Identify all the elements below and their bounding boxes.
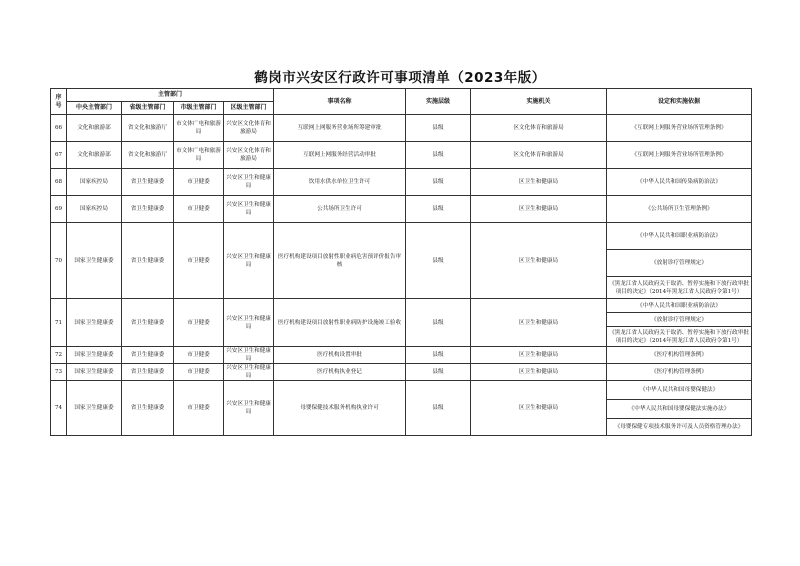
cell-seq: 74: [51, 381, 67, 436]
cell-seq: 73: [51, 364, 67, 381]
cell-basis: 《黑龙江省人民政府关于取消、暂停实施和下放行政审批项目的决定》（2014年黑龙江省人民政府令第1号）: [607, 327, 752, 347]
cell-agency: 区卫生和健康局: [471, 364, 607, 381]
cell-district: 兴安区文化体育和旅游局: [224, 142, 274, 169]
cell-provincial: 省卫生健康委: [122, 169, 174, 196]
cell-basis: 《放射诊疗管理规定》: [607, 250, 752, 277]
cell-level: 县级: [406, 115, 471, 142]
cell-basis: 《中华人民共和国职业病防治法》: [607, 223, 752, 250]
cell-provincial: 省卫生健康委: [122, 347, 174, 364]
cell-central: 国家卫生健康委: [67, 381, 122, 436]
table-row: [51, 381, 752, 400]
cell-city: 市卫健委: [174, 299, 224, 347]
cell-provincial: 省卫生健康委: [122, 381, 174, 436]
header-seq: 序号: [51, 89, 67, 115]
cell-item: 互联网上网服务营业场所筹建审批: [274, 115, 406, 142]
table-row: [51, 196, 752, 223]
table-row: [51, 115, 752, 142]
cell-provincial: 省卫生健康委: [122, 299, 174, 347]
cell-city: 市卫健委: [174, 347, 224, 364]
cell-agency: 区卫生和健康局: [471, 169, 607, 196]
cell-agency: 区文化体育和旅游局: [471, 142, 607, 169]
cell-basis: 《医疗机构管理条例》: [607, 347, 752, 364]
cell-district: 兴安区卫生和健康局: [224, 347, 274, 364]
cell-seq: 71: [51, 299, 67, 347]
cell-level: 县级: [406, 169, 471, 196]
cell-agency: 区卫生和健康局: [471, 299, 607, 347]
cell-provincial: 省卫生健康委: [122, 223, 174, 299]
cell-level: 县级: [406, 196, 471, 223]
cell-level: 县级: [406, 299, 471, 347]
cell-city: 市卫健委: [174, 196, 224, 223]
cell-item: 饮用水供水单位卫生许可: [274, 169, 406, 196]
header-basis: 设定和实施依据: [607, 89, 752, 115]
cell-city: 市卫健委: [174, 223, 224, 299]
cell-basis: 《放射诊疗管理规定》: [607, 313, 752, 327]
cell-item: 医疗机构设置审批: [274, 347, 406, 364]
cell-seq: 67: [51, 142, 67, 169]
cell-central: 文化和旅游部: [67, 115, 122, 142]
cell-central: 国家卫生健康委: [67, 347, 122, 364]
cell-district: 兴安区卫生和健康局: [224, 364, 274, 381]
header-district: 区级主管部门: [224, 102, 274, 115]
cell-item: 母婴保健技术服务机构执业许可: [274, 381, 406, 436]
cell-agency: 区卫生和健康局: [471, 223, 607, 299]
cell-level: 县级: [406, 347, 471, 364]
cell-central: 国家卫生健康委: [67, 299, 122, 347]
cell-seq: 72: [51, 347, 67, 364]
cell-basis: 《互联网上网服务营业场所管理条例》: [607, 115, 752, 142]
cell-agency: 区卫生和健康局: [471, 381, 607, 436]
cell-item: 医疗机构建设项目放射性职业病危害预评价报告审核: [274, 223, 406, 299]
cell-central: 国家疾控局: [67, 196, 122, 223]
cell-district: 兴安区卫生和健康局: [224, 299, 274, 347]
cell-basis: 《中华人民共和国职业病防治法》: [607, 299, 752, 313]
cell-basis: 《医疗机构管理条例》: [607, 364, 752, 381]
cell-item: 医疗机构建设项目放射性职业病防护设施竣工验收: [274, 299, 406, 347]
cell-district: 兴安区卫生和健康局: [224, 196, 274, 223]
cell-city: 市卫健委: [174, 364, 224, 381]
header-level: 实施层级: [406, 89, 471, 115]
cell-district: 兴安区卫生和健康局: [224, 381, 274, 436]
header-dept-group: 主管部门: [67, 89, 274, 102]
cell-basis: 《黑龙江省人民政府关于取消、暂停实施和下放行政审批项目的决定》（2014年黑龙江省人民政府令第1号）: [607, 277, 752, 299]
cell-level: 县级: [406, 364, 471, 381]
table-row: [51, 142, 752, 169]
table-row: [51, 299, 752, 313]
cell-basis: 《中华人民共和国传染病防治法》: [607, 169, 752, 196]
cell-level: 县级: [406, 381, 471, 436]
table-row: [51, 223, 752, 250]
cell-seq: 69: [51, 196, 67, 223]
cell-district: 兴安区卫生和健康局: [224, 223, 274, 299]
cell-agency: 区卫生和健康局: [471, 196, 607, 223]
cell-provincial: 省文化和旅游厅: [122, 115, 174, 142]
header-central: 中央主管部门: [67, 102, 122, 115]
cell-agency: 区文化体育和旅游局: [471, 115, 607, 142]
cell-central: 国家卫生健康委: [67, 364, 122, 381]
cell-city: 市文体广电和旅游局: [174, 142, 224, 169]
cell-basis: 《母婴保健专项技术服务许可及人员资格管理办法》: [607, 419, 752, 436]
cell-item: 互联网上网服务经营活动审批: [274, 142, 406, 169]
cell-central: 国家卫生健康委: [67, 223, 122, 299]
cell-provincial: 省文化和旅游厅: [122, 142, 174, 169]
cell-district: 兴安区卫生和健康局: [224, 169, 274, 196]
cell-basis: 《中华人民共和国母婴保健法实施办法》: [607, 400, 752, 419]
cell-central: 国家疾控局: [67, 169, 122, 196]
cell-basis: 《互联网上网服务营业场所管理条例》: [607, 142, 752, 169]
cell-seq: 66: [51, 115, 67, 142]
permit-table: [50, 88, 752, 436]
cell-city: 市文体广电和旅游局: [174, 115, 224, 142]
cell-city: 市卫健委: [174, 169, 224, 196]
cell-level: 县级: [406, 223, 471, 299]
cell-city: 市卫健委: [174, 381, 224, 436]
table-row: [51, 364, 752, 381]
header-city: 市级主管部门: [174, 102, 224, 115]
cell-seq: 70: [51, 223, 67, 299]
header-provincial: 省级主管部门: [122, 102, 174, 115]
cell-provincial: 省卫生健康委: [122, 364, 174, 381]
cell-level: 县级: [406, 142, 471, 169]
cell-central: 文化和旅游部: [67, 142, 122, 169]
header-agency: 实施机关: [471, 89, 607, 115]
header-row: [51, 89, 752, 102]
header-item: 事项名称: [274, 89, 406, 115]
page-title: 鹤岗市兴安区行政许可事项清单（2023年版）: [254, 70, 546, 86]
cell-seq: 68: [51, 169, 67, 196]
cell-basis: 《公共场所卫生管理条例》: [607, 196, 752, 223]
cell-agency: 区卫生和健康局: [471, 347, 607, 364]
table-row: [51, 169, 752, 196]
table-row: [51, 347, 752, 364]
cell-item: 公共场所卫生许可: [274, 196, 406, 223]
cell-provincial: 省卫生健康委: [122, 196, 174, 223]
cell-item: 医疗机构执业登记: [274, 364, 406, 381]
cell-basis: 《中华人民共和国母婴保健法》: [607, 381, 752, 400]
cell-district: 兴安区文化体育和旅游局: [224, 115, 274, 142]
